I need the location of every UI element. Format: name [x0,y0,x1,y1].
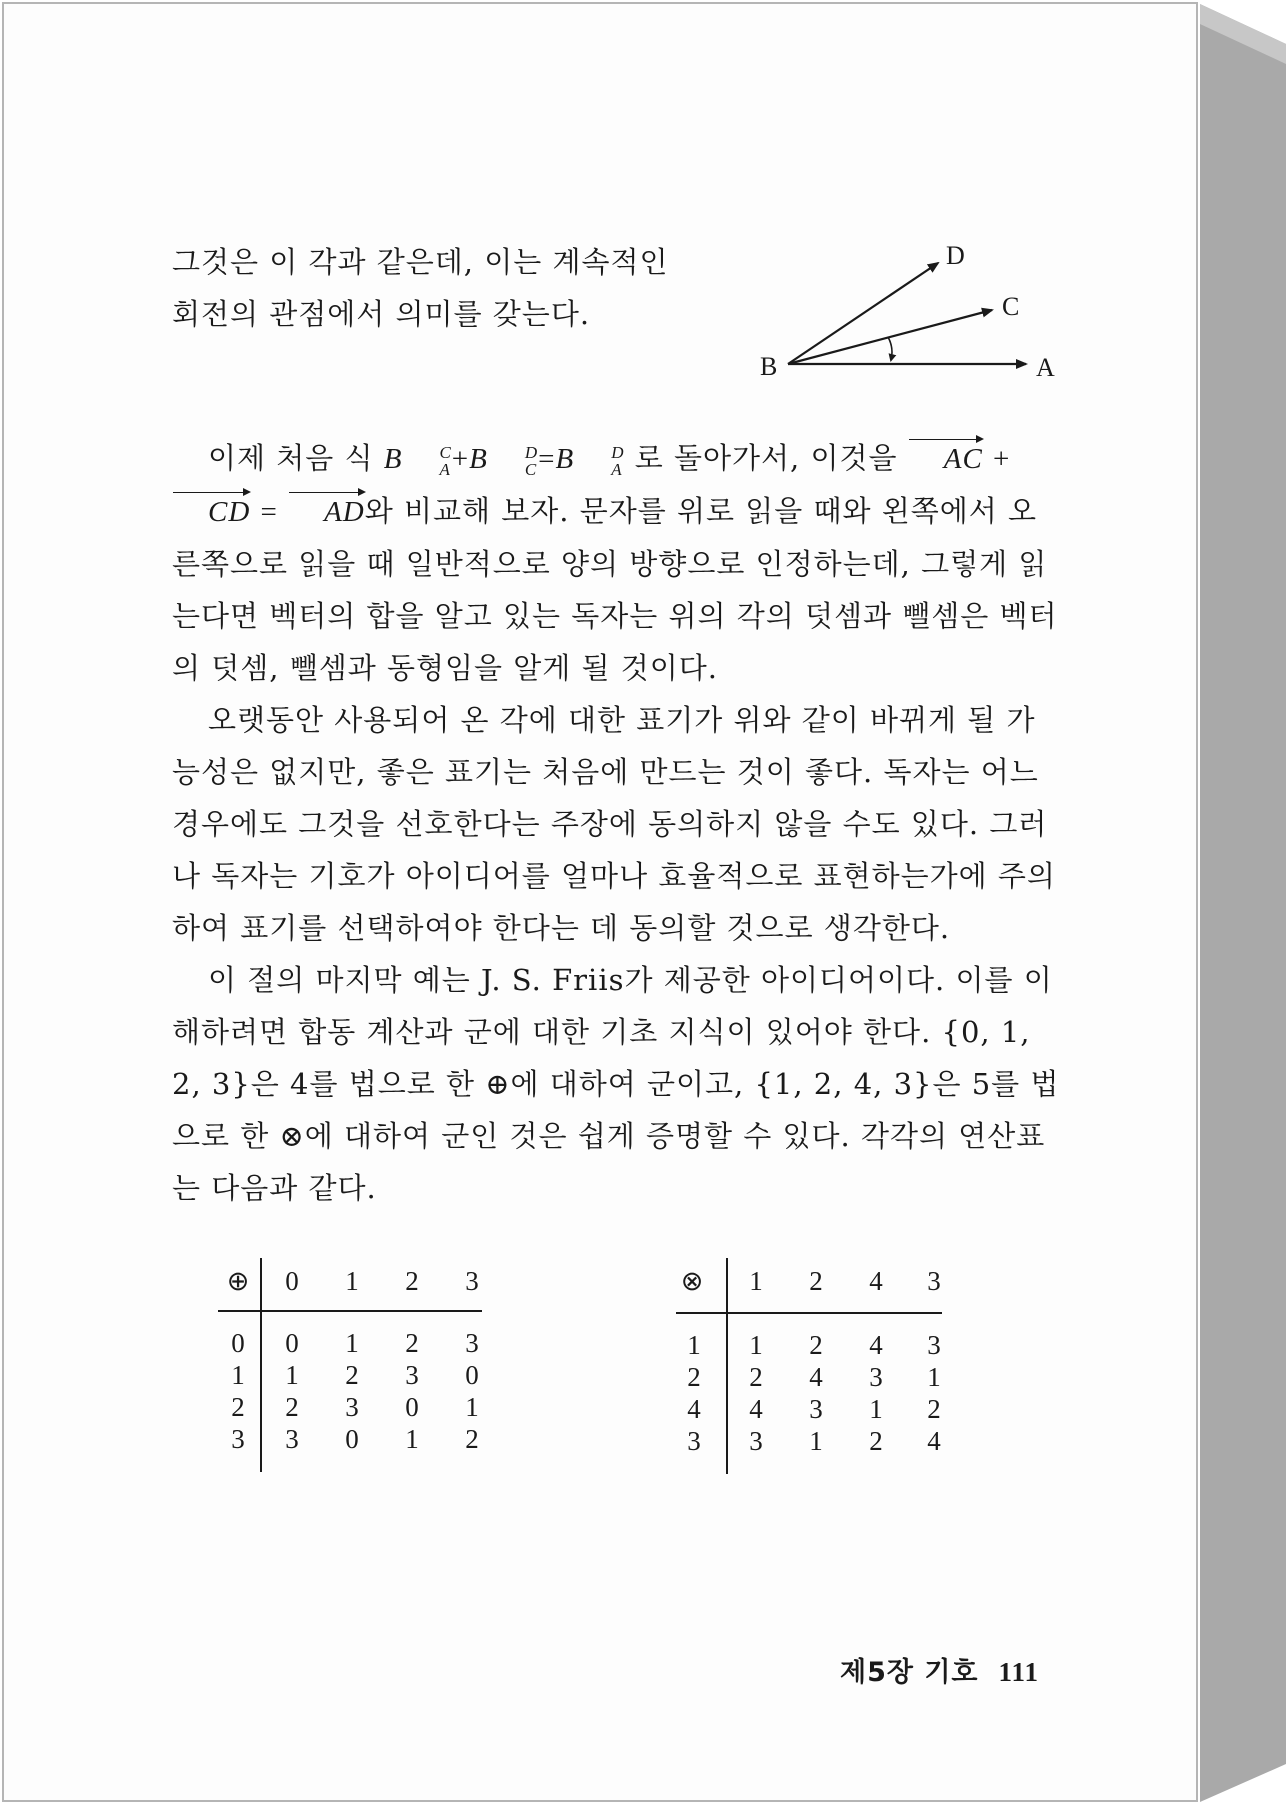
table-cell: 3 [927,1330,941,1360]
header-cell: 3 [465,1266,479,1296]
label-b: B [760,352,778,381]
row-label: 0 [231,1328,245,1358]
vector-ad: AD [288,486,365,538]
body-text [172,432,1062,1214]
table-cell: 3 [749,1426,763,1456]
table-cell: 4 [869,1330,883,1360]
table-cell: 3 [465,1328,479,1358]
page-number: 111 [998,1657,1040,1687]
table-cell: 3 [285,1424,299,1454]
angle-diagram [740,230,1080,390]
table-cell: 2 [405,1328,419,1358]
addition-table [218,1258,488,1468]
header-cell: 4 [869,1266,883,1296]
table-cell: 1 [405,1424,419,1454]
header-cell: 3 [927,1266,941,1296]
table-label-rule [726,1258,728,1474]
para1-after-vec: 와 [364,494,394,528]
para1-back-text: 로 돌아가서, 이것을 [634,441,908,475]
row-label: 3 [231,1424,245,1454]
table-cell: 2 [465,1424,479,1454]
table-cell: 3 [405,1360,419,1390]
header-cell: 2 [405,1266,419,1296]
table-cell: 4 [749,1394,763,1424]
vector-ac: AC [908,433,983,485]
table-cell: 1 [465,1392,479,1422]
table-cell: 3 [869,1362,883,1392]
chapter-title: 제5장 기호 [840,1657,979,1688]
header-cell: 1 [345,1266,359,1296]
header-cell: 0 [285,1266,299,1296]
table-cell: 2 [809,1330,823,1360]
intro-line-2: 회전의 관점에서 의미를 갖는다. [172,297,591,331]
paragraph-1 [172,432,1062,694]
multiplication-table [664,1258,941,1468]
label-d: D [946,241,965,270]
intro-text [172,236,732,340]
table-cell: 3 [809,1394,823,1424]
table-cell: 1 [749,1330,763,1360]
table-cell: 1 [927,1362,941,1392]
table-cell: 2 [285,1392,299,1422]
angle-arc [888,337,892,360]
table-cell: 2 [749,1362,763,1392]
label-a: A [1036,353,1055,382]
table-cell: 4 [809,1362,823,1392]
table-cell: 1 [285,1360,299,1390]
table-header-rule [676,1312,942,1314]
table-cell: 0 [285,1328,299,1358]
paragraph-3: 이 절의 마지막 예는 J. S. Friis가 제공한 아이디어이다. 이를 이해하려면 합동 계산과 군에 대한 기초 지식이 있어야 한다. {0, 1, 2, 3}은 4를 법으로 한 ⊕에 대하여 군이고, {1, 2, 4, 3}은 5를 법으로 한 ⊗에 대하여 군인 것은 쉽게 증명할 수 있다. 각각의 연산표는 다음과 같다. [172,963,1060,1205]
paragraph-2: 오랫동안 사용되어 온 각에 대한 표기가 위와 같이 바뀌게 될 가능성은 없지만, 좋은 표기는 처음에 만드는 것이 좋다. 독자는 어느 경우에도 그것을 선호한다는 주장에 동의하지 않을 수도 있다. 그러나 독자는 기호가 아이디어를 얼마나 효율적으로 표현하는가에 주의하여 표기를 선택하여야 한다는 데 동의할 것으로 생각한다. [172,703,1056,945]
table-cell: 1 [809,1426,823,1456]
table-cell: 2 [345,1360,359,1390]
vector-cd: CD [172,486,250,538]
table-label-rule [260,1258,262,1472]
table-cell: 1 [345,1328,359,1358]
page-footer [840,1650,1039,1689]
table-cell: 0 [465,1360,479,1390]
row-label: 1 [687,1330,701,1360]
table-cell: 0 [345,1424,359,1454]
para1-rest: 비교해 보자. 문자를 위로 읽을 때와 왼쪽에서 오른쪽으로 읽을 때 일반적으로 양의 방향으로 인정하는데, 그렇게 읽는다면 벡터의 합을 알고 있는 독자는 위의 각의 덧셈과 뺄셈은 벡터의 덧셈, 뺄셈과 동형임을 알게 될 것이다. [172,494,1058,685]
ray-bd [788,263,938,364]
table-cell: 1 [869,1394,883,1424]
ray-bc [788,310,992,364]
table-cell: 0 [405,1392,419,1422]
table-cell: 2 [927,1394,941,1424]
row-label: 4 [687,1394,701,1424]
book-page-edge [1200,4,1286,1802]
row-label: 2 [231,1392,245,1422]
para1-lead: 이제 처음 식 [208,441,384,475]
vector-equals: = [260,496,278,528]
angle-formula: B C A +B D C =B D A [383,443,625,480]
table-op-symbol: ⊕ [226,1266,250,1296]
label-c: C [1002,292,1020,321]
row-label: 1 [231,1360,245,1390]
row-label: 2 [687,1362,701,1392]
vector-plus: + [993,443,1011,475]
header-cell: 1 [749,1266,763,1296]
table-cell: 2 [869,1426,883,1456]
intro-line-1: 그것은 이 각과 같은데, 이는 계속적인 [172,245,669,279]
header-cell: 2 [809,1266,823,1296]
table-header-rule [218,1310,482,1312]
table-cell: 3 [345,1392,359,1422]
table-op-symbol: ⊗ [680,1266,704,1296]
row-label: 3 [687,1426,701,1456]
table-cell: 4 [927,1426,941,1456]
